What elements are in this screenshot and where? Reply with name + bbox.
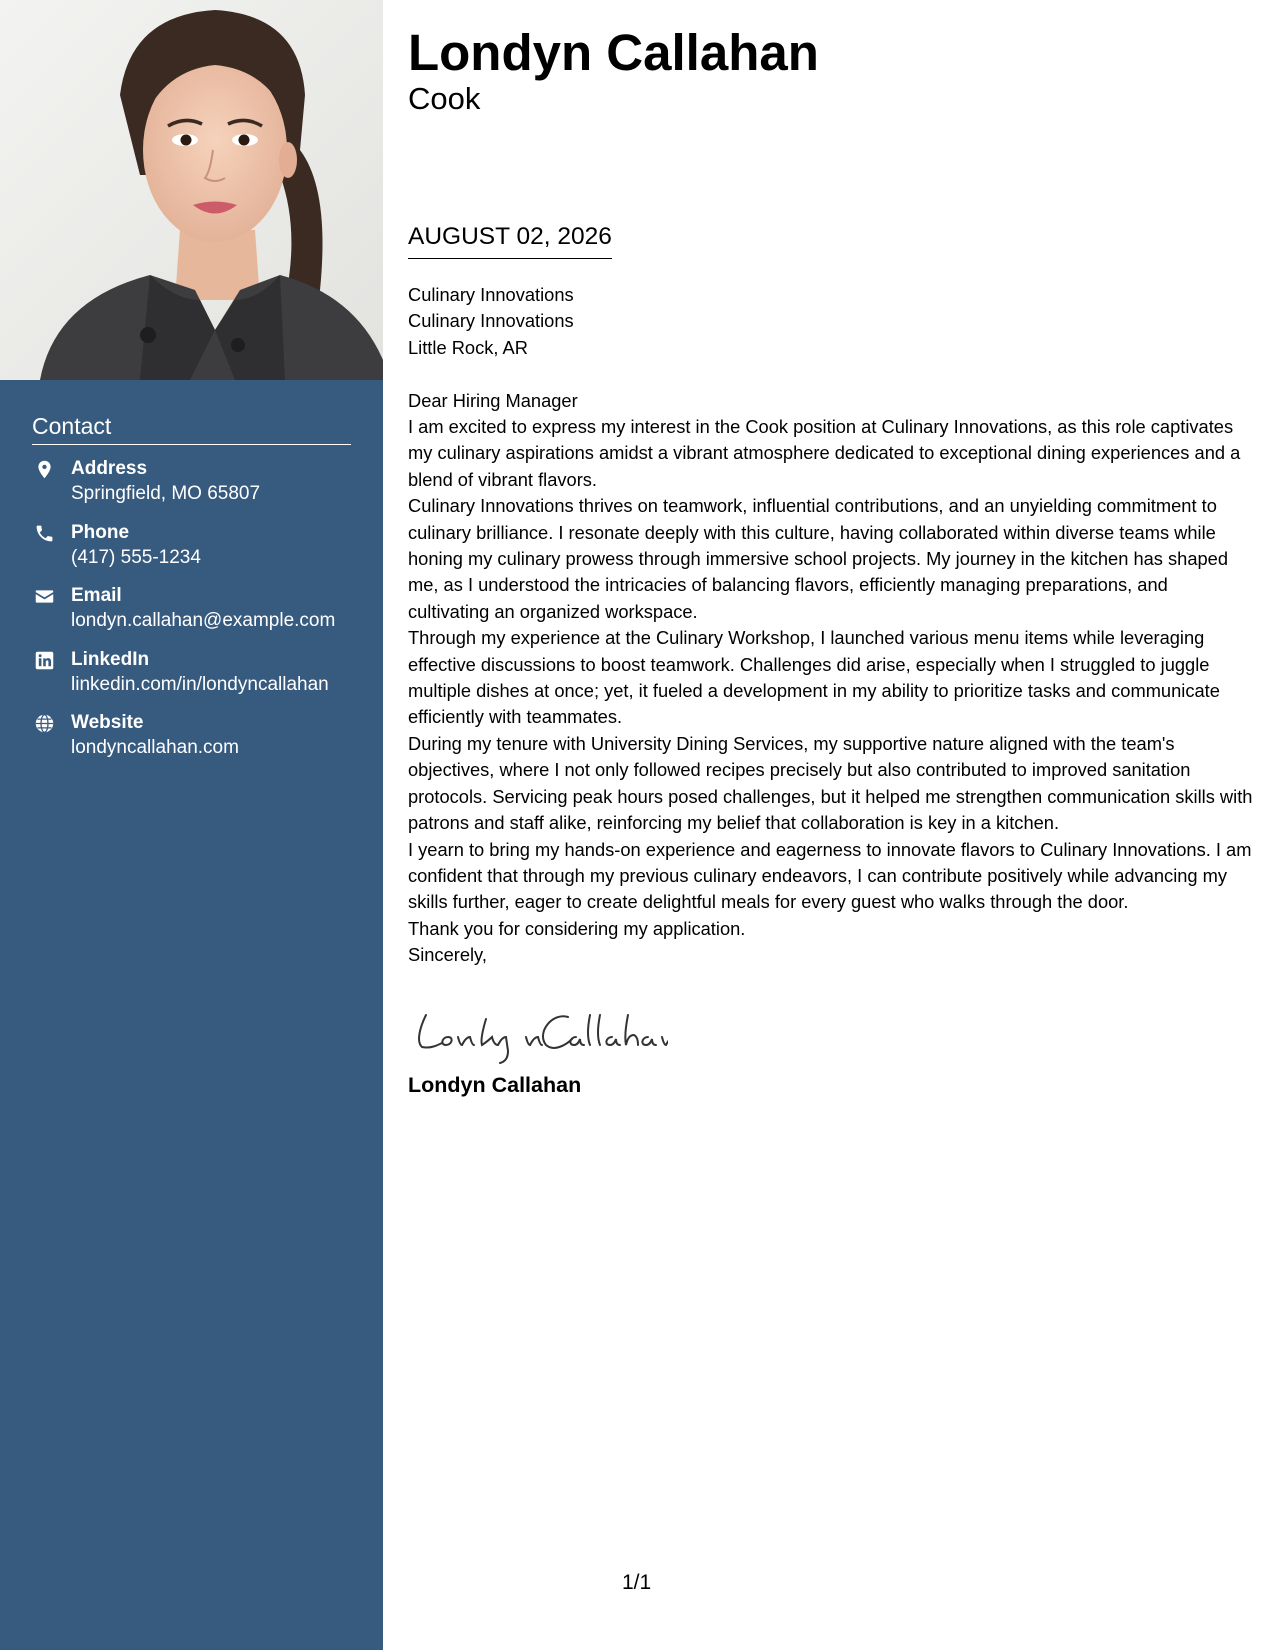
email-value[interactable]: londyn.callahan@example.com: [71, 610, 336, 631]
contact-label: LinkedIn: [71, 648, 150, 670]
contact-label: Website: [71, 712, 144, 733]
website-value[interactable]: londyncallahan.com: [71, 737, 239, 758]
contact-email: [32, 584, 351, 648]
contact-linkedin: [32, 648, 351, 712]
profile-photo: [0, 0, 383, 380]
letter-paragraph: Through my experience at the Culinary Workshop, I launched various menu items while leveraging effective discussions to boost teamwork. Challenges did arise, especially when I struggled to juggle multiple dishes at once; yet, it fueled a development in my ability to prioritize tasks and communicate efficiently with teammates.: [408, 627, 1220, 728]
contact-section: [32, 412, 351, 775]
letter-body: [408, 282, 1253, 1099]
globe-icon: [34, 713, 55, 734]
linkedin-icon: [34, 650, 55, 671]
profile-photo-illustration: [0, 0, 383, 380]
contact-label: Email: [71, 585, 122, 606]
map-pin-icon: [34, 459, 55, 480]
salutation: Dear Hiring Manager: [408, 389, 578, 411]
phone-value[interactable]: (417) 555-1234: [71, 546, 201, 568]
recipient-block: [408, 282, 1253, 361]
phone-icon: [34, 523, 55, 544]
contact-website: [32, 711, 351, 775]
recipient-line: Culinary Innovations: [408, 310, 574, 332]
contact-phone: [32, 521, 351, 585]
envelope-icon: [34, 586, 55, 607]
letter-paragraph: I yearn to bring my hands-on experience and eagerness to innovate flavors to Culinary Innovations. I am confident that through my previous culinary endeavors, I can contribute positively while advancing my skills further, eager to create delightful meals for every guest who walks through the door.: [408, 838, 1252, 913]
closing: Sincerely,: [408, 944, 487, 966]
letter-paragraph: Culinary Innovations thrives on teamwork, influential contributions, and an unyielding commitment to culinary brilliance. I resonate deeply with this culture, having collaborated within diverse teams while honing my culinary prowess through immersive school projects. My journey in the kitchen has shaped me, as I understood the intricacies of balancing flavors, efficiently managing preparations, and cultivating an organized workspace.: [408, 495, 1229, 622]
recipient-line: Culinary Innovations: [408, 284, 574, 305]
contact-heading: Contact: [32, 412, 351, 445]
handwritten-signature: [408, 997, 1253, 1067]
applicant-role: Cook: [408, 81, 481, 116]
letter-paragraph: Thank you for considering my application.: [408, 917, 746, 939]
letter-date: AUGUST 02, 2026: [408, 222, 612, 259]
address-value: Springfield, MO 65807: [71, 483, 261, 504]
contact-label: Address: [71, 458, 148, 479]
letter-paragraph: I am excited to express my interest in the Cook position at Culinary Innovations, as this role captivates my culinary aspirations amidst a vibrant atmosphere dedicated to exceptional dining experiences and a blend of vibrant flavors.: [408, 416, 1241, 490]
applicant-name: Londyn Callahan: [408, 24, 819, 81]
linkedin-value[interactable]: linkedin.com/in/londyncallahan: [71, 673, 329, 695]
contact-address: [32, 457, 351, 521]
signer-name: Londyn Callahan: [408, 1072, 582, 1097]
page-number: 1/1: [622, 1571, 652, 1594]
letter-paragraph: During my tenure with University Dining Services, my supportive nature aligned with the team's objectives, where I not only followed recipes precisely but also contributed to improved sanitation protocols. Servicing peak hours posed challenges, but it helped me strengthen communication skills with patrons and staff alike, reinforcing my belief that collaboration is key in a kitchen.: [408, 732, 1253, 834]
contact-label: Phone: [71, 521, 130, 543]
recipient-line: Little Rock, AR: [408, 336, 528, 358]
sidebar: [0, 0, 383, 1650]
